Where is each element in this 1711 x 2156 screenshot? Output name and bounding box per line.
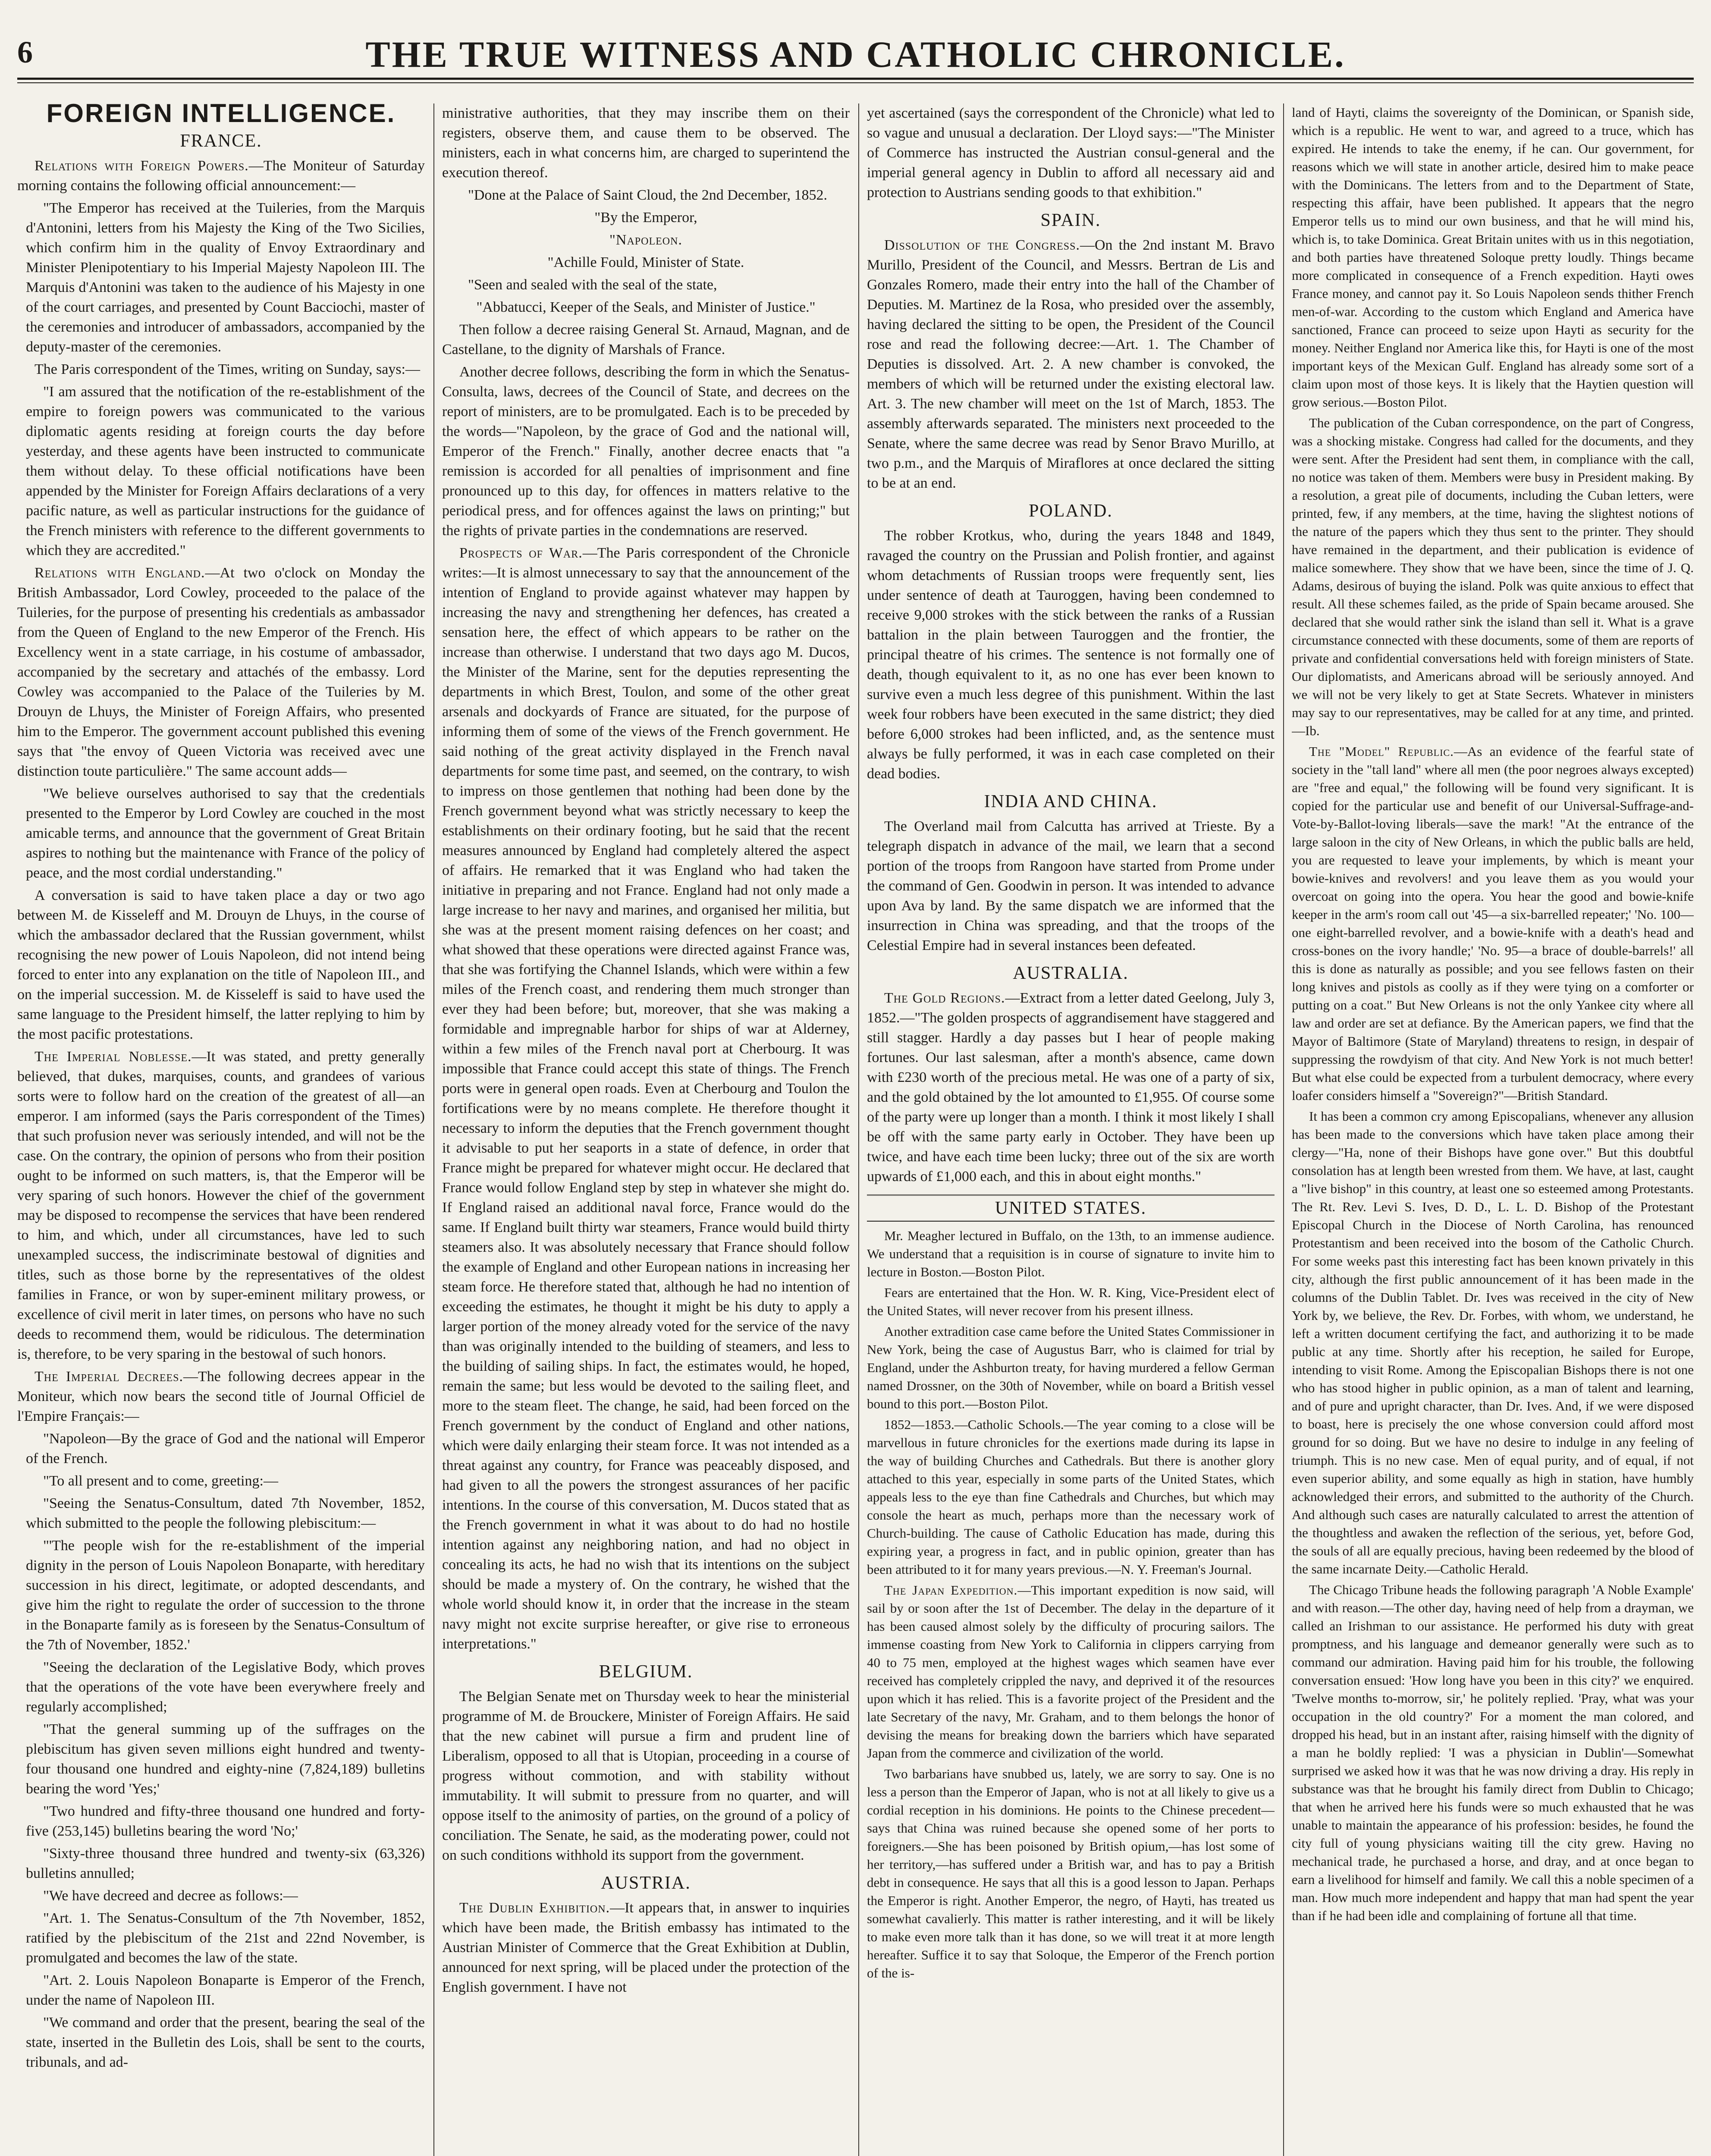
article-paragraph: Fears are entertained that the Hon. W. R. King, Vice-President elect of the United States, will never recover from his present illness. [867,1285,1275,1318]
newspaper-title: THE TRUE WITNESS AND CATHOLIC CHRONICLE. [365,34,1346,75]
article-paragraph: "Art. 1. The Senatus-Consultum of the 7th November, 1852, ratified by the plebiscitum of the 21st and 22nd November, is promulgated and becomes the law of the state. [26,1910,425,1966]
article-paragraph: Mr. Meagher lectured in Buffalo, on the 13th, to an immense audience. We understand that a requisition is in course of signature to invite him to lecture in Boston.—Boston Pilot. [867,1228,1275,1279]
column-rule [858,103,859,2156]
article-paragraph: The Belgian Senate met on Thursday week to hear the ministerial programme of M. de Brouckere, Minister of Foreign Affairs. He said that the new cabinet will pursue a firm and prudent line of Liberalism, opposed to all that is Utopian, proceeding in a course of progress without commotion, and with stability without immutability. It will submit to pressure from no quarter, and will oppose itself to the animosity of parties, on the ground of a policy of conciliation. The Senate, he said, as the moderating power, could not on such conditions withhold its support from the government. [442,1689,850,1863]
masthead [17,30,1694,78]
signature-line: "Abbatucci, Keeper of the Seals, and Minister of Justice." [476,299,816,315]
article-paragraph: Two barbarians have snubbed us, lately, we are sorry to say. One is no less a person than the Emperor of Japan, who is not at all likely to give us a cordial reception in his dominions. He points to the Chinese precedent—says that China was ruined because she opened some of her ports to foreigners.—She has been poisoned by British opium,—has lost some of her territory,—has suffered under a British war, and has to pay a British debt in consequence. He says that all this is a good lesson to Japan. Perhaps the Emperor is right. Another Emperor, the negro, of Hayti, has treated us somewhat cavalierly. This matter is rather interesting, and it will be likely to make even more talk than it has done, so we will treat it at more length hereafter. Suffice it to say that Soloque, the Emperor of the French portion of the is- [867,1766,1275,1981]
page-number: 6 [17,35,33,69]
article-paragraph: ministrative authorities, that they may inscribe them on their registers, observe them, and cause them to be observed. The ministers, each in what concerns him, are charged to superintend the execution thereof. [442,105,850,181]
article-paragraph: "Seeing the Senatus-Consultum, dated 7th November, 1852, which submitted to the people the following plebiscitum:— [26,1495,425,1531]
article-paragraph: Another extradition case came before the United States Commissioner in New York, being the case of Augustus Barr, who is claimed for trial by England, under the Ashburton treaty, for having murdered a fellow German named Drossner, on the 30th of November, while on board a British vessel bound to this port.—Boston Pilot. [867,1324,1275,1411]
article-paragraph: "Napoleon—By the grace of God and the national will Emperor of the French. [26,1431,425,1467]
column-3 [867,103,1275,2156]
article-paragraph: The Imperial Decrees.—The following decrees appear in the Moniteur, which now bears the second title of Journal Officiel de l'Empire Français:— [17,1369,425,1424]
column-2 [442,103,850,2156]
article-paragraph: "To all present and to come, greeting:— [43,1473,278,1489]
article-paragraph: Prospects of War.—The Paris correspondent of the Chronicle writes:—It is almost unnecessary to say that the announcement of the intention of England to provide against whatever may happen by increasing the navy and strengthening her defences, has created a sensation here, the effect of which appears to be rather on the increase than otherwise. I understand that two days ago M. Ducos, the Minister of the Marine, sent for the deputies representing the departments in which Brest, Toulon, and some of the other great arsenals and dockyards of France are situated, for the purpose of informing them of some of the views of the French government. He said nothing of the great activity displayed in the French naval departments for some time past, and seemed, on the contrary, to wish to impress on those gentlemen that nothing had been done by the French government beyond what was strictly necessary to keep the establishments on their ordinary footing, but he said that the recent measures announced by England had completely altered the aspect of affairs. He remarked that it was England who had taken the initiative in preparing and not France. England had not only made a large increase to her navy and marines, and organised her militia, but she was at the present moment raising defences on her coast; and what showed that these operations were directed against France was, that she was fortifying the Channel Islands, which were within a few miles of the French coast, and rendering them much stronger than ever they had been before; but, moreover, that she was making a formidable and impregnable harbor for ships of war at Alderney, within a few miles of the French naval port at Cherbourg. It was impossible that France could accept this state of things. The French ports were in general open roads. Even at Cherbourg and Toulon the fortifications were by no means complete. He therefore thought it necessary to inform the deputies that the French government thought it advisable to put her seaports in a state of defence, in order that France might be prepared for whatever might occur. He declared that France would follow England step by step in whatever she might do. If England raised an additional naval force, France would do the same. If England built thirty war steamers, France would build thirty steamers also. It was absolutely necessary that France should follow the example of England and other European nations in increasing her steam force. He therefore stated that, although he had no intention of exceeding the estimates, he thought it might be his duty to apply a larger portion of the money already voted for the service of the navy than was originally intended to the building of steamers, and less to the building of sailing ships. In fact, the estimates would, he hoped, remain the same; but less would be devoted to the sailing fleet, and more to the steam fleet. The change, he said, had been forced on the French government by the conduct of England and other nations, which were daily enlarging their steam force. It was not intended as a threat against any country, for France was peaceably disposed, and had given to all the powers the strongest assurances of her pacific intentions. In the course of this conversation, M. Ducos stated that as the French government in what it was about to do had no hostile intention against any neighboring nation, and had no object in concealing its acts, he had no wish that its intentions on the subject should be made a mystery of. On the contrary, he wished that the whole world should know it, in order that the increase in the steam navy might not excite surprise hereafter, or give rise to erroneous interpretations." [442,545,850,1652]
article-paragraph: "Sixty-three thousand three hundred and twenty-six (63,326) bulletins annulled; [26,1846,425,1881]
article-paragraph: "Done at the Palace of Saint Cloud, the 2nd December, 1852. [468,187,828,203]
article-paragraph: Then follow a decree raising General St. Arnaud, Magnan, and de Castellane, to the dignity of Marshals of France. [442,322,850,357]
article-paragraph: "We command and order that the present, bearing the seal of the state, inserted in the Bulletin des Lois, shall be sent to the courts, tribunals, and ad- [26,2015,425,2070]
article-paragraph: The Imperial Noblesse.—It was stated, and pretty generally believed, that dukes, marquises, counts, and grandees of various sorts were to follow hard on the creation of the greatest of all—an emperor. I am informed (says the Paris correspondent of the Times) that such profusion never was seriously intended, and will not be the case. On the contrary, the opinion of persons who from their position ought to be informed on such matters, is, that the Emperor will be very sparing of such honors. However the chief of the government may be disposed to recompense the services that have been rendered to him, and which, under all circumstances, have led to such unexampled success, the indiscriminate bestowal of dignities and titles, such as those borne by the representatives of the oldest families in France, or won by super-eminent military prowess, or excellence of civil merit in later times, on persons who have no such deeds to recommend them, would be ridiculous. The determination is, therefore, to be very sparing in the bestowal of such honors. [17,1049,425,1362]
section-spain: SPAIN. [1040,210,1101,230]
article-paragraph: land of Hayti, claims the sovereignty of the Dominican, or Spanish side, which is a republic. He went to war, and agreed to a truce, which has expired. He intends to take the enemy, if he can. Our government, for reasons which we will state in another article, desired him to make peace with the Dominicans. The letters from and to the Department of State, respecting this affair, have been published. It appears that the negro Emperor tells us to mind our own business, and that he will mind his, which is, to take Dominica. Great Britain unites with us in this negotiation, and both parties have threatened Soloque pretty loudly. Things became more complicated in consequence of a French expedition. Hayti owes France money, and cannot pay it. So Louis Napoleon sends thither French men-of-war. According to the custom which England and America have sanctioned, France can proceed to seize upon Hayti as security for the money. Neither England nor America like this, for Hayti is one of the most important keys of the Mexican Gulf. England has already some sort of a claim upon most of those keys. It is likely that the Haytien question will grow serious.—Boston Pilot. [1292,105,1694,410]
article-paragraph: yet ascertained (says the correspondent of the Chronicle) what led to so vague and unusual a declaration. Der Lloyd says:—"The Minister of Commerce has instructed the Austrian consul-general and the imperial general agency in Dublin to afford all necessary aid and protection to Austrians sending goods to that exhibition." [867,105,1275,201]
signature-line: "By the Emperor, [594,210,697,226]
column-4 [1292,103,1694,2156]
section-belgium: BELGIUM. [599,1662,693,1682]
masthead-rule [17,78,1694,83]
article-paragraph: "Two hundred and fifty-three thousand one hundred and forty-five (253,145) bulletins bearing the word 'No;' [26,1803,425,1839]
article-paragraph: "The Emperor has received at the Tuileries, from the Marquis d'Antonini, letters from his Majesty the King of the Two Sicilies, which confirm him in the quality of Envoy Extraordinary and Minister Plenipotentiary to his Imperial Majesty Napoleon III. The Marquis d'Antonini was taken to the audience of his Majesty in one of the court carriages, and presented by Count Bacciochi, master of the ceremonies and introducer of ambassadors, accompanied by the deputy-master of the ceremonies. [26,200,425,355]
article-paragraph: The Overland mail from Calcutta has arrived at Trieste. By a telegraph dispatch in advance of the mail, we learn that a second portion of the troops from Rangoon have started from Prome under the command of Gen. Goodwin in person. It was intended to advance upon Ava by land. By the same dispatch we are informed that the insurrection in China was spreading, and that the troops of the Celestial Empire had in several instances been defeated. [867,818,1275,953]
article-paragraph: "Seeing the declaration of the Legislative Body, which proves that the operations of the vote have been everywhere freely and regularly accomplished; [26,1659,425,1715]
article-paragraph: "'The people wish for the re-establishment of the imperial dignity in the person of Louis Napoleon Bonaparte, with hereditary succession in his direct, legitimate, or adopted descendants, and give him the right to regulate the order of succession to the throne in the Bonaparte family as is foreseen by the Senatus-Consultum of the 7th of November, 1852.' [26,1538,425,1653]
article-paragraph: A conversation is said to have taken place a day or two ago between M. de Kisseleff and M. Drouyn de Lhuys, in the course of which the ambassador declared that the Russian government, whilst recognising the new power of Louis Napoleon, did not intend being forced to enter into any explanation on the title of Napoleon III., and on the imperial succession. M. de Kisseleff is said to have used the same language to the President himself, the latter replying to him by the most pacific protestations. [17,887,425,1042]
signature-line: "Seen and sealed with the seal of the state, [468,277,717,293]
article-paragraph: The "Model" Republic.—As an evidence of the fearful state of society in the "tall land" where all men (the poor negroes always excepted) are "free and equal," the following will be found very significant. It is copied for the particular use and benefit of our Universal-Suffrage-and-Vote-by-Ballot-loving liberals—save the mark! "At the entrance of the large saloon in the city of New Orleans, in which the public balls are held, you are requested to leave your implements, by which is meant your bowie-knives and revolvers! and you leave them as you would your overcoat on going into the opera. You hear the good and bowie-knife keeper in the arm's room call out '45—a six-barrelled repeater;' 'No. 100—one eight-barrelled revolver, and a bowie-knife with a death's head and cross-bones on the ivory handle;' 'No. 95—a brace of double-barrels!' all this is done as naturally as possible; and you see fellows fasten on their long knives and pistols as coolly as if they were tying on a comforter or putting on a coat." But New Orleans is not the only Yankee city where all law and order are set at defiance. By the American papers, we find that the Mayor of Baltimore (State of Maryland) threatens to resign, in despair of suppressing the rowdyism of that city. And New York is not much better! But what else could be expected from a turbulent democracy, where every loafer considers himself a "Sovereign?"—British Standard. [1292,744,1694,1103]
article-paragraph: The robber Krotkus, who, during the years 1848 and 1849, ravaged the country on the Prussian and Polish frontier, and against whom detachments of Russian troops were frequently sent, lies under sentence of death at Tauroggen, having been condemned to receive 9,000 strokes with the stick between the ranks of a Russian battalion in the plain between Tauroggen and the frontier, the principal theatre of his crimes. The sentence is not formally one of death, though equivalent to it, as no one has ever been known to survive even a much less degree of this punishment. Within the last week four robbers have been executed in the same district; they died before 6,000 strokes had been inflicted, and, as the sentence must always be fully performed, it was in each case completed on their dead bodies. [867,528,1275,782]
section-united-states: UNITED STATES. [867,1194,1275,1222]
signature-line: "Achille Fould, Minister of State. [547,254,744,270]
column-rule [433,103,434,2156]
article-paragraph: It has been a common cry among Episcopalians, whenever any allusion has been made to the conversions which have taken place among their clergy—"Ha, none of their Bishops have gone over." But this doubtful consolation has at length been wrested from them. We have, at last, caught a "live bishop" in this country, at least one so esteemed among Protestants. The Rt. Rev. Levi S. Ives, D. D., L. L. D. Bishop of the Protestant Episcopal Church in the Diocese of North Carolina, has renounced Protestantism and been received into the bosom of the Catholic Church. For some weeks past this interesting fact has been known privately in this city, although the first public announcement of it has been made in the columns of the Dublin Tablet. Dr. Ives was received in the city of New York by, we believe, the Rev. Dr. Forbes, with whom, we understand, he left a written document certifying the fact, and authorizing it to be made public at any time. Shortly after his reception, he sailed for Europe, intending to visit Rome. Among the Episcopalian Bishops there is not one who has stood higher in public opinion, as a man of talent and learning, and of pure and upright character, than Dr. Ives. And, if we were disposed to boast, here is precisely the one whose conversion could afford most ground for so doing. But we have no desire to indulge in any feeling of triumph. This is no new case. Men of equal purity, and of equal, if not even superior ability, and some equally as high in station, have humbly acknowledged their errors, and submitted to the authority of the Church. And although such cases are naturally calculated to arrest the attention of the thoughtless and awaken the reflection of the serious, yet, before God, the souls of all are equally precious, having been redeemed by the blood of the same incarnate Deity.—Catholic Herald. [1292,1109,1694,1576]
section-poland: POLAND. [1029,501,1113,521]
article-paragraph: The Chicago Tribune heads the following paragraph 'A Noble Example' and with reason.—The other day, having need of help from a drayman, we called an Irishman to our assistance. He performed his duty with great promptness, and his language and demeanor generally were such as to command our admiration. Having paid him for his trouble, the following conversation ensued: 'How long have you been in this city?' we enquired. 'Twelve months to-morrow, sir,' he politely replied. 'Pray, what was your occupation in the old country?' For a moment the man colored, and dropped his head, but in an instant after, raising himself with the dignity of a man he boldly replied: 'I was a physician in Dublin'—Somewhat surprised we asked how it was that he was now driving a dray. His reply in substance was that he brought his family direct from Dublin to Chicago; that when he arrived here his funds were so much exhausted that he was unable to maintain the appearance of his profession: besides, he found the city full of young physicians waiting till the city grew. Having no mechanical trade, he purchased a horse, and dray, and at once began to earn a livelihood for himself and family. We call this a noble specimen of a man. How much more independent and happy that man had spent the year than if he had been idle and complaining of fortune all that time. [1292,1582,1694,1923]
article-paragraph: Another decree follows, describing the form in which the Senatus-Consulta, laws, decrees of the Council of State, and decrees on the report of ministers, are to be promulgated. Each is to be preceded by the words—"Napoleon, by the grace of God and the national will, Emperor of the French." Finally, another decree enacts that "a remission is accorded for all penalties of imprisonment and fine pronounced up to this day, for offences in matters relative to the periodical press, and for offences against the laws on printing;" but the rights of private parties in the condemnations are reserved. [442,364,850,539]
section-france: FRANCE. [180,131,262,151]
section-india-and-china: INDIA AND CHINA. [984,792,1158,812]
article-paragraph: "We have decreed and decree as follows:— [43,1888,298,1904]
article-paragraph: Relations with Foreign Powers.—The Moniteur of Saturday morning contains the following official announcement:— [17,158,425,194]
article-paragraph: The Japan Expedition.—This important expedition is now said, will sail by or soon after the 1st of December. The delay in the departure of it has been caused almost solely by the difficulty of procuring sailors. The immense coasting from New York to California in clippers carrying from 40 to 75 men, employed at the highest wages which seamen have ever received has completely crippled the navy, and deprived it of the resources upon which it has relied. This is a favorite project of the President and the late Secretary of the navy, Mr. Graham, and to them belongs the honor of devising the means for breaking down the barriers which have separated Japan from the commerce and civilization of the world. [867,1583,1275,1761]
section-australia: AUSTRALIA. [1013,963,1129,983]
signature-line: "Napoleon. [609,232,682,248]
section-austria: AUSTRIA. [601,1873,691,1893]
foreign-intelligence-heading: FOREIGN INTELLIGENCE. [46,103,396,128]
article-paragraph: The Paris correspondent of the Times, writing on Sunday, says:— [35,361,420,377]
article-paragraph: 1852—1853.—Catholic Schools.—The year coming to a close will be marvellous in future chronicles for the exertions made during its lapse in the way of building Churches and Cathedrals. But there is another glory attached to this year, especially in some parts of the United States, which appeals less to the eye than fine Cathedrals and Churches, but which may console the heart as much, perhaps more than the necessary work of Church-building. The cause of Catholic Education has made, during this expiring year, a progress in fact, and in public opinion, greater than has been attributed to it for many years previous.—N. Y. Freeman's Journal. [867,1417,1275,1577]
article-paragraph: "Art. 2. Louis Napoleon Bonaparte is Emperor of the French, under the name of Napoleon III. [26,1972,425,2008]
article-paragraph: Relations with England.—At two o'clock on Monday the British Ambassador, Lord Cowley, proceeded to the palace of the Tuileries, for the purpose of presenting his credentials as ambassador from the Queen of England to the new Emperor of the French. His Excellency went in a state carriage, in his costume of ambassador, accompanied by the secretary and attachés of the embassy. Lord Cowley was accompanied to the Palace of the Tuileries by M. Drouyn de Lhuys, the Minister of Foreign Affairs, who presented him to the Emperor. The government account published this evening says that "the envoy of Queen Victoria was received avec une distinction toute particulière." The same account adds— [17,565,425,779]
article-paragraph: "I am assured that the notification of the re-establishment of the empire to foreign powers was communicated to the various diplomatic agents residing at foreign courts the day before yesterday, and these agents have been instructed to communicate them without delay. To these official notifications have been appended by the Minister for Foreign Affairs declarations of a very pacific nature, as well as particular instructions for the guidance of the French ministers with reference to the different governments to which they are accredited." [26,384,425,558]
column-1 [17,103,425,2156]
article-paragraph: The publication of the Cuban correspondence, on the part of Congress, was a shocking mistake. Congress had called for the documents, and they were sent. After the President had sent them, in compliance with the call, no notice was taken of them. Members were busy in President making. By a resolution, a great pile of documents, including the Cuban letters, were printed, few, if any members, at the time, having the slightest notions of the nature of the papers which they thus sent to the printer. They should have remained in the department, and their publication is evidence of malice somewhere. They show that we have been, since the time of J. Q. Adams, desirous of buying the island. Polk was quite anxious to effect that result. All these schemes failed, as the pride of Spain became aroused. She declared that she would rather sink the island than sell it. What is a grave circumstance connected with these documents, some of them are reports of private and confidential conversations held with foreign ministers of State. Our diplomatists, and Americans abroad will be seriously annoyed. And we will not be very likely to get at State Secrets. Whatever in ministers may say to our representatives, may be called for at any time, and printed.—Ib. [1292,415,1694,738]
article-paragraph: The Dublin Exhibition.—It appears that, in answer to inquiries which have been made, the British embassy has intimated to the Austrian Minister of Commerce that the Great Exhibition at Dublin, announced for next spring, will be placed under the protection of the English government. I have not [442,1900,850,1995]
article-paragraph: "We believe ourselves authorised to say that the credentials presented to the Emperor by Lord Cowley are couched in the most amicable terms, and announce that the government of Great Britain aspires to nothing but the maintenance with France of the policy of peace, and the most cordial understanding." [26,786,425,881]
columns [17,103,1694,2156]
article-paragraph: "That the general summing up of the suffrages on the plebiscitum has given seven millions eight hundred and twenty-four thousand one hundred and eighty-nine (7,824,189) bulletins bearing the word 'Yes;' [26,1721,425,1797]
article-paragraph: Dissolution of the Congress.—On the 2nd instant M. Bravo Murillo, President of the Council, and Messrs. Bertran de Lis and Gonzales Romero, made their entry into the hall of the Chamber of Deputies. M. Martinez de la Rosa, who presided over the assembly, having declared the sitting to be open, the President of the Council rose and read the following decree:—Art. 1. The Chamber of Deputies is dissolved. Art. 2. A new chamber is convoked, the members of which will be returned under the existing electoral law. Art. 3. The new chamber will meet on the 1st of March, 1853. The assembly afterwards separated. The ministers next proceeded to the Senate, where the same decree was read by Senor Bravo Murillo, at two p.m., and the Marquis of Miraflores at once declared the sitting to be at an end. [867,237,1275,491]
article-paragraph: The Gold Regions.—Extract from a letter dated Geelong, July 3, 1852.—"The golden prospects of aggrandisement have staggered and still stagger. Hardly a day passes but I hear of people making fortunes. Our last salesman, after a month's absence, came down with £230 worth of the precious metal. He was one of a party of six, and the gold obtained by the lot amounted to £1,955. Of course some of the party were up longer than a month. I think it most likely I shall be off with the same party early in October. They have been up twice, and have each time been lucky; three out of the six are worth upwards of £1,000 each, and this in about eight months." [867,990,1275,1185]
column-rule [1283,103,1284,2156]
